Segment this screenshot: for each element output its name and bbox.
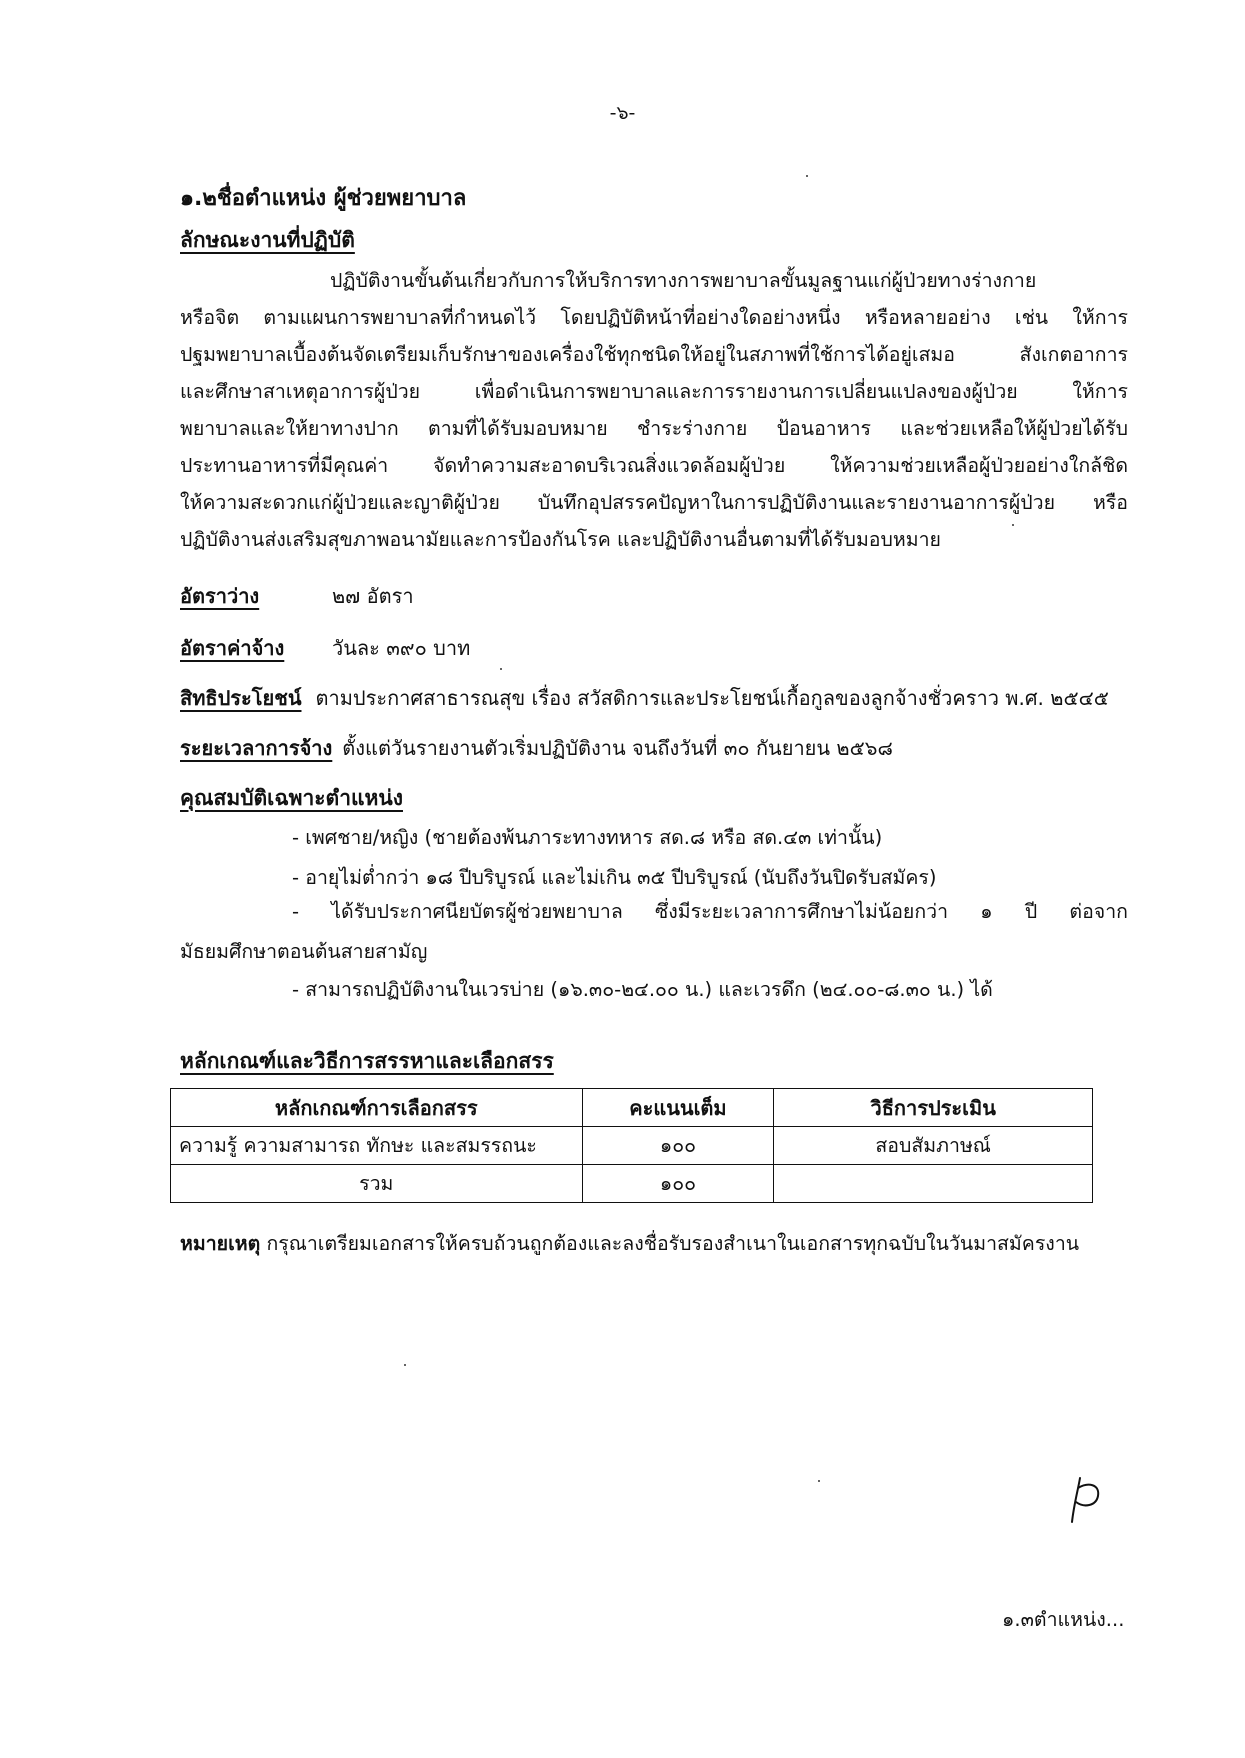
wage-row [180,632,470,664]
scan-speck [404,1364,406,1366]
qualifications-heading: คุณสมบัติเฉพาะตำแหน่ง [180,786,403,810]
table-header-full-score: คะแนนเต็ม [582,1089,774,1127]
duties-line: หรือจิต ตามแผนการพยาบาลที่กำหนดไว้ โดยปฏิบัติหน้าที่อย่างใดอย่างหนึ่ง หรือหลายอย่าง เช่น ให้การ [180,306,1128,329]
qualification-line: - ได้รับประกาศนียบัตรผู้ช่วยพยาบาล ซึ่งมีระยะเวลาการศึกษาไม่น้อยกว่า ๑ ปี ต่อจาก [292,900,1128,923]
vacancies-label: อัตราว่าง [180,584,260,608]
note [180,1228,1079,1259]
note-label: หมายเหตุ [180,1232,261,1255]
qualification-item-multiline [180,892,1128,972]
scan-speck [1012,524,1014,526]
scan-speck [818,1480,820,1482]
duties-line: ปฏิบัติงานขั้นต้นเกี่ยวกับการให้บริการทางการพยาบาลขั้นมูลฐานแก่ผู้ป่วยทางร่างกาย [330,269,1037,292]
section-title: ๑.๒ชื่อตำแหน่ง ผู้ช่วยพยาบาล [180,186,467,211]
scan-speck [806,175,808,177]
footer-continuation: ๑.๓ตำแหน่ง... [1002,1608,1125,1631]
qualification-item: - เพศชาย/หญิง (ชายต้องพ้นภาระทางทหาร สด.๘ หรือ สด.๔๓ เท่านั้น) [292,826,883,849]
benefits-value: ตามประกาศสาธารณสุข เรื่อง สวัสดิการและประโยชน์เกื้อกูลของลูกจ้างชั่วคราว พ.ศ. ๒๕๔๕ [315,686,1109,710]
table-total-row [171,1165,1093,1203]
period-value: ตั้งแต่วันรายงานตัวเริ่มปฏิบัติงาน จนถึงวันที่ ๓๐ กันยายน ๒๕๖๘ [342,736,893,760]
period-row [180,732,893,764]
benefits-row [180,682,1109,714]
period-label: ระยะเวลาการจ้าง [180,736,333,760]
duties-line: พยาบาลและให้ยาทางปาก ตามที่ได้รับมอบหมาย ชำระร่างกาย ป้อนอาหาร และช่วยเหลือให้ผู้ป่วยได้รับ [180,417,1128,440]
table-cell: ความรู้ ความสามารถ ทักษะ และสมรรถนะ [171,1127,583,1165]
qualification-line: มัธยมศึกษาตอนต้นสายสามัญ [180,940,428,963]
table-header-criteria: หลักเกณฑ์การเลือกสรร [171,1089,583,1127]
table-cell: ๑๐๐ [582,1165,774,1203]
qualification-item: - อายุไม่ต่ำกว่า ๑๘ ปีบริบูรณ์ และไม่เกิน ๓๕ ปีบริบูรณ์ (นับถึงวันปิดรับสมัคร) [292,866,937,889]
duties-line: ปฐมพยาบาลเบื้องต้นจัดเตรียมเก็บรักษาของเครื่องใช้ทุกชนิดให้อยู่ในสภาพที่ใช้การได้อยู่เสมอ สังเกตอาการ [180,343,1128,366]
benefits-label: สิทธิประโยชน์ [180,686,302,710]
duties-line: ปฏิบัติงานส่งเสริมสุขภาพอนามัยและการป้องกันโรค และปฏิบัติงานอื่นตามที่ได้รับมอบหมาย [180,528,941,551]
handwritten-initial [1068,1470,1108,1530]
vacancies-value: ๒๗ อัตรา [332,584,414,608]
duties-line: และศึกษาสาเหตุอาการผู้ป่วย เพื่อดำเนินการพยาบาลและการรายงานการเปลี่ยนแปลงของผู้ป่วย ให้การ [180,380,1128,403]
selection-table [170,1088,1093,1203]
duties-heading: ลักษณะงานที่ปฏิบัติ [180,228,355,252]
page-number: -๖- [609,102,636,124]
wage-value: วันละ ๓๙๐ บาท [332,636,471,660]
table-header-row [171,1089,1093,1127]
duties-paragraph [180,262,1128,558]
wage-label: อัตราค่าจ้าง [180,636,285,660]
vacancies-row [180,580,414,612]
table-cell [774,1165,1093,1203]
table-cell: สอบสัมภาษณ์ [774,1127,1093,1165]
table-header-method: วิธีการประเมิน [774,1089,1093,1127]
table-row [171,1127,1093,1165]
selection-heading: หลักเกณฑ์และวิธีการสรรหาและเลือกสรร [180,1049,554,1073]
scan-speck [500,668,502,670]
note-text: กรุณาเตรียมเอกสารให้ครบถ้วนถูกต้องและลงชื่อรับรองสำเนาในเอกสารทุกฉบับในวันมาสมัครงาน [266,1232,1080,1255]
table-cell: ๑๐๐ [582,1127,774,1165]
table-cell: รวม [171,1165,583,1203]
duties-line: ประทานอาหารที่มีคุณค่า จัดทำความสะอาดบริเวณสิ่งแวดล้อมผู้ป่วย ให้ความช่วยเหลือผู้ป่วยอย่างใกล้ชิด [180,454,1128,477]
qualification-item: - สามารถปฏิบัติงานในเวรบ่าย (๑๖.๓๐-๒๔.๐๐ น.) และเวรดึก (๒๔.๐๐-๘.๓๐ น.) ได้ [292,978,993,1001]
duties-line: ให้ความสะดวกแก่ผู้ป่วยและญาติผู้ป่วย บันทึกอุปสรรคปัญหาในการปฏิบัติงานและรายงานอาการผู้ป่วย หรือ [180,491,1128,514]
